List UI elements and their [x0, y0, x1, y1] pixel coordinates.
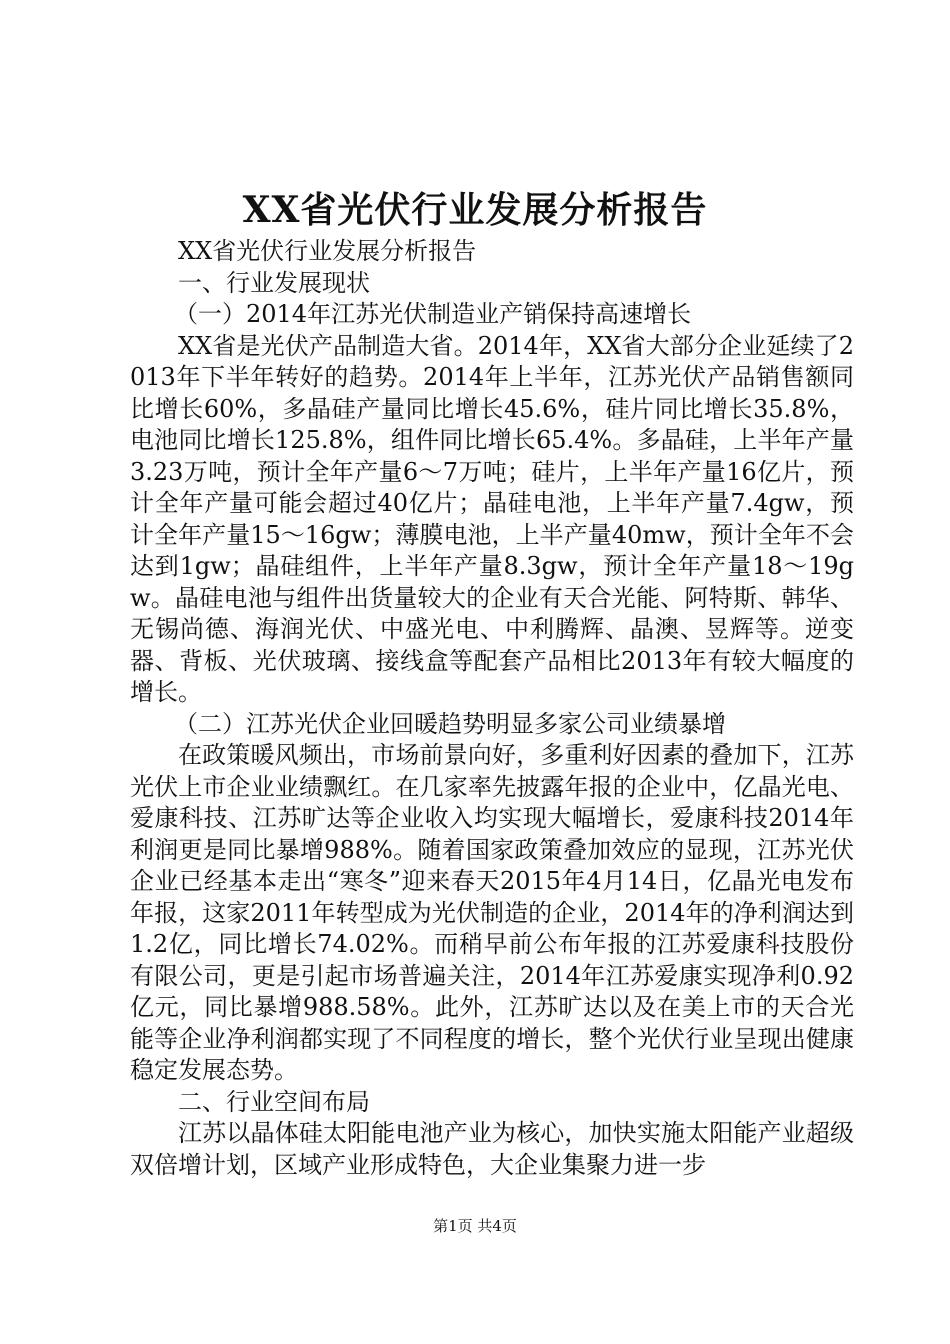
section-heading-2: 二、行业空间布局	[178, 1087, 370, 1116]
paragraph-performance: 在政策暖风频出，市场前景向好，多重利好因素的叠加下，江苏光伏上市企业业绩飘红。在几家率先披露年报的企业中，亿晶光电、爱康科技、江苏旷达等企业收入均实现大幅增长，爱康科技2014年利润更是同比暴增988%。随着国家政策叠加效应的显现，江苏光伏企业已经基本走出“寒冬”迎来春天2015年4月14日，亿晶光电发布年报，这家2011年转型成为光伏制造的企业，2014年的净利润达到1.2亿，同比增长74.02%。而稍早前公布年报的江苏爱康科技股份有限公司，更是引起市场普遍关注，2014年江苏爱康实现净利0.92亿元，同比暴增988.58%。此外，江苏旷达以及在美上市的天合光能等企业净利润都实现了不同程度的增长，整个光伏行业呈现出健康稳定发展态势。	[130, 741, 854, 1084]
paragraph-subtitle: XX省光伏行业发展分析报告	[178, 237, 477, 265]
page-footer: 第1页 共4页	[433, 1217, 517, 1235]
paragraph-production: XX省是光伏产品制造大省。2014年，XX省大部分企业延续了2013年下半年转好的趋势。2014年上半年，江苏光伏产品销售额同比增长60%，多晶硅产量同比增长45.6%，硅片同比增长35.8%，电池同比增长125.8%，组件同比增长65.4%。多晶硅，上半年产量3.23万吨，预计全年产量6～7万吨；硅片，上半年产量16亿片，预计全年产量可能会超过40亿片；晶硅电池，上半年产量7.4gw，预计全年产量15～16gw；薄膜电池，上半产量40mw，预计全年不会达到1gw；晶硅组件，上半年产量8.3gw，预计全年产量18～19gw。晶硅电池与组件出货量较大的企业有天合光能、阿特斯、韩华、无锡尚德、海润光伏、中盛光电、中利腾辉、晶澳、昱辉等。逆变器、背板、光伏玻璃、接线盒等配套产品相比2013年有较大幅度的增长。	[130, 331, 854, 706]
subsection-heading-1-2: （二）江苏光伏企业回暖趋势明显多家公司业绩暴增	[174, 709, 726, 738]
section-heading-1: 一、行业发展现状	[178, 268, 370, 297]
document-title: XX省光伏行业发展分析报告	[242, 189, 708, 231]
subsection-heading-1-1: （一）2014年江苏光伏制造业产销保持高速增长	[174, 300, 692, 328]
document-body	[130, 236, 854, 1181]
paragraph-layout: 江苏以晶体硅太阳能电池产业为核心，加快实施太阳能产业超级双倍增计划，区域产业形成特色，大企业集聚力进一步	[130, 1119, 854, 1179]
